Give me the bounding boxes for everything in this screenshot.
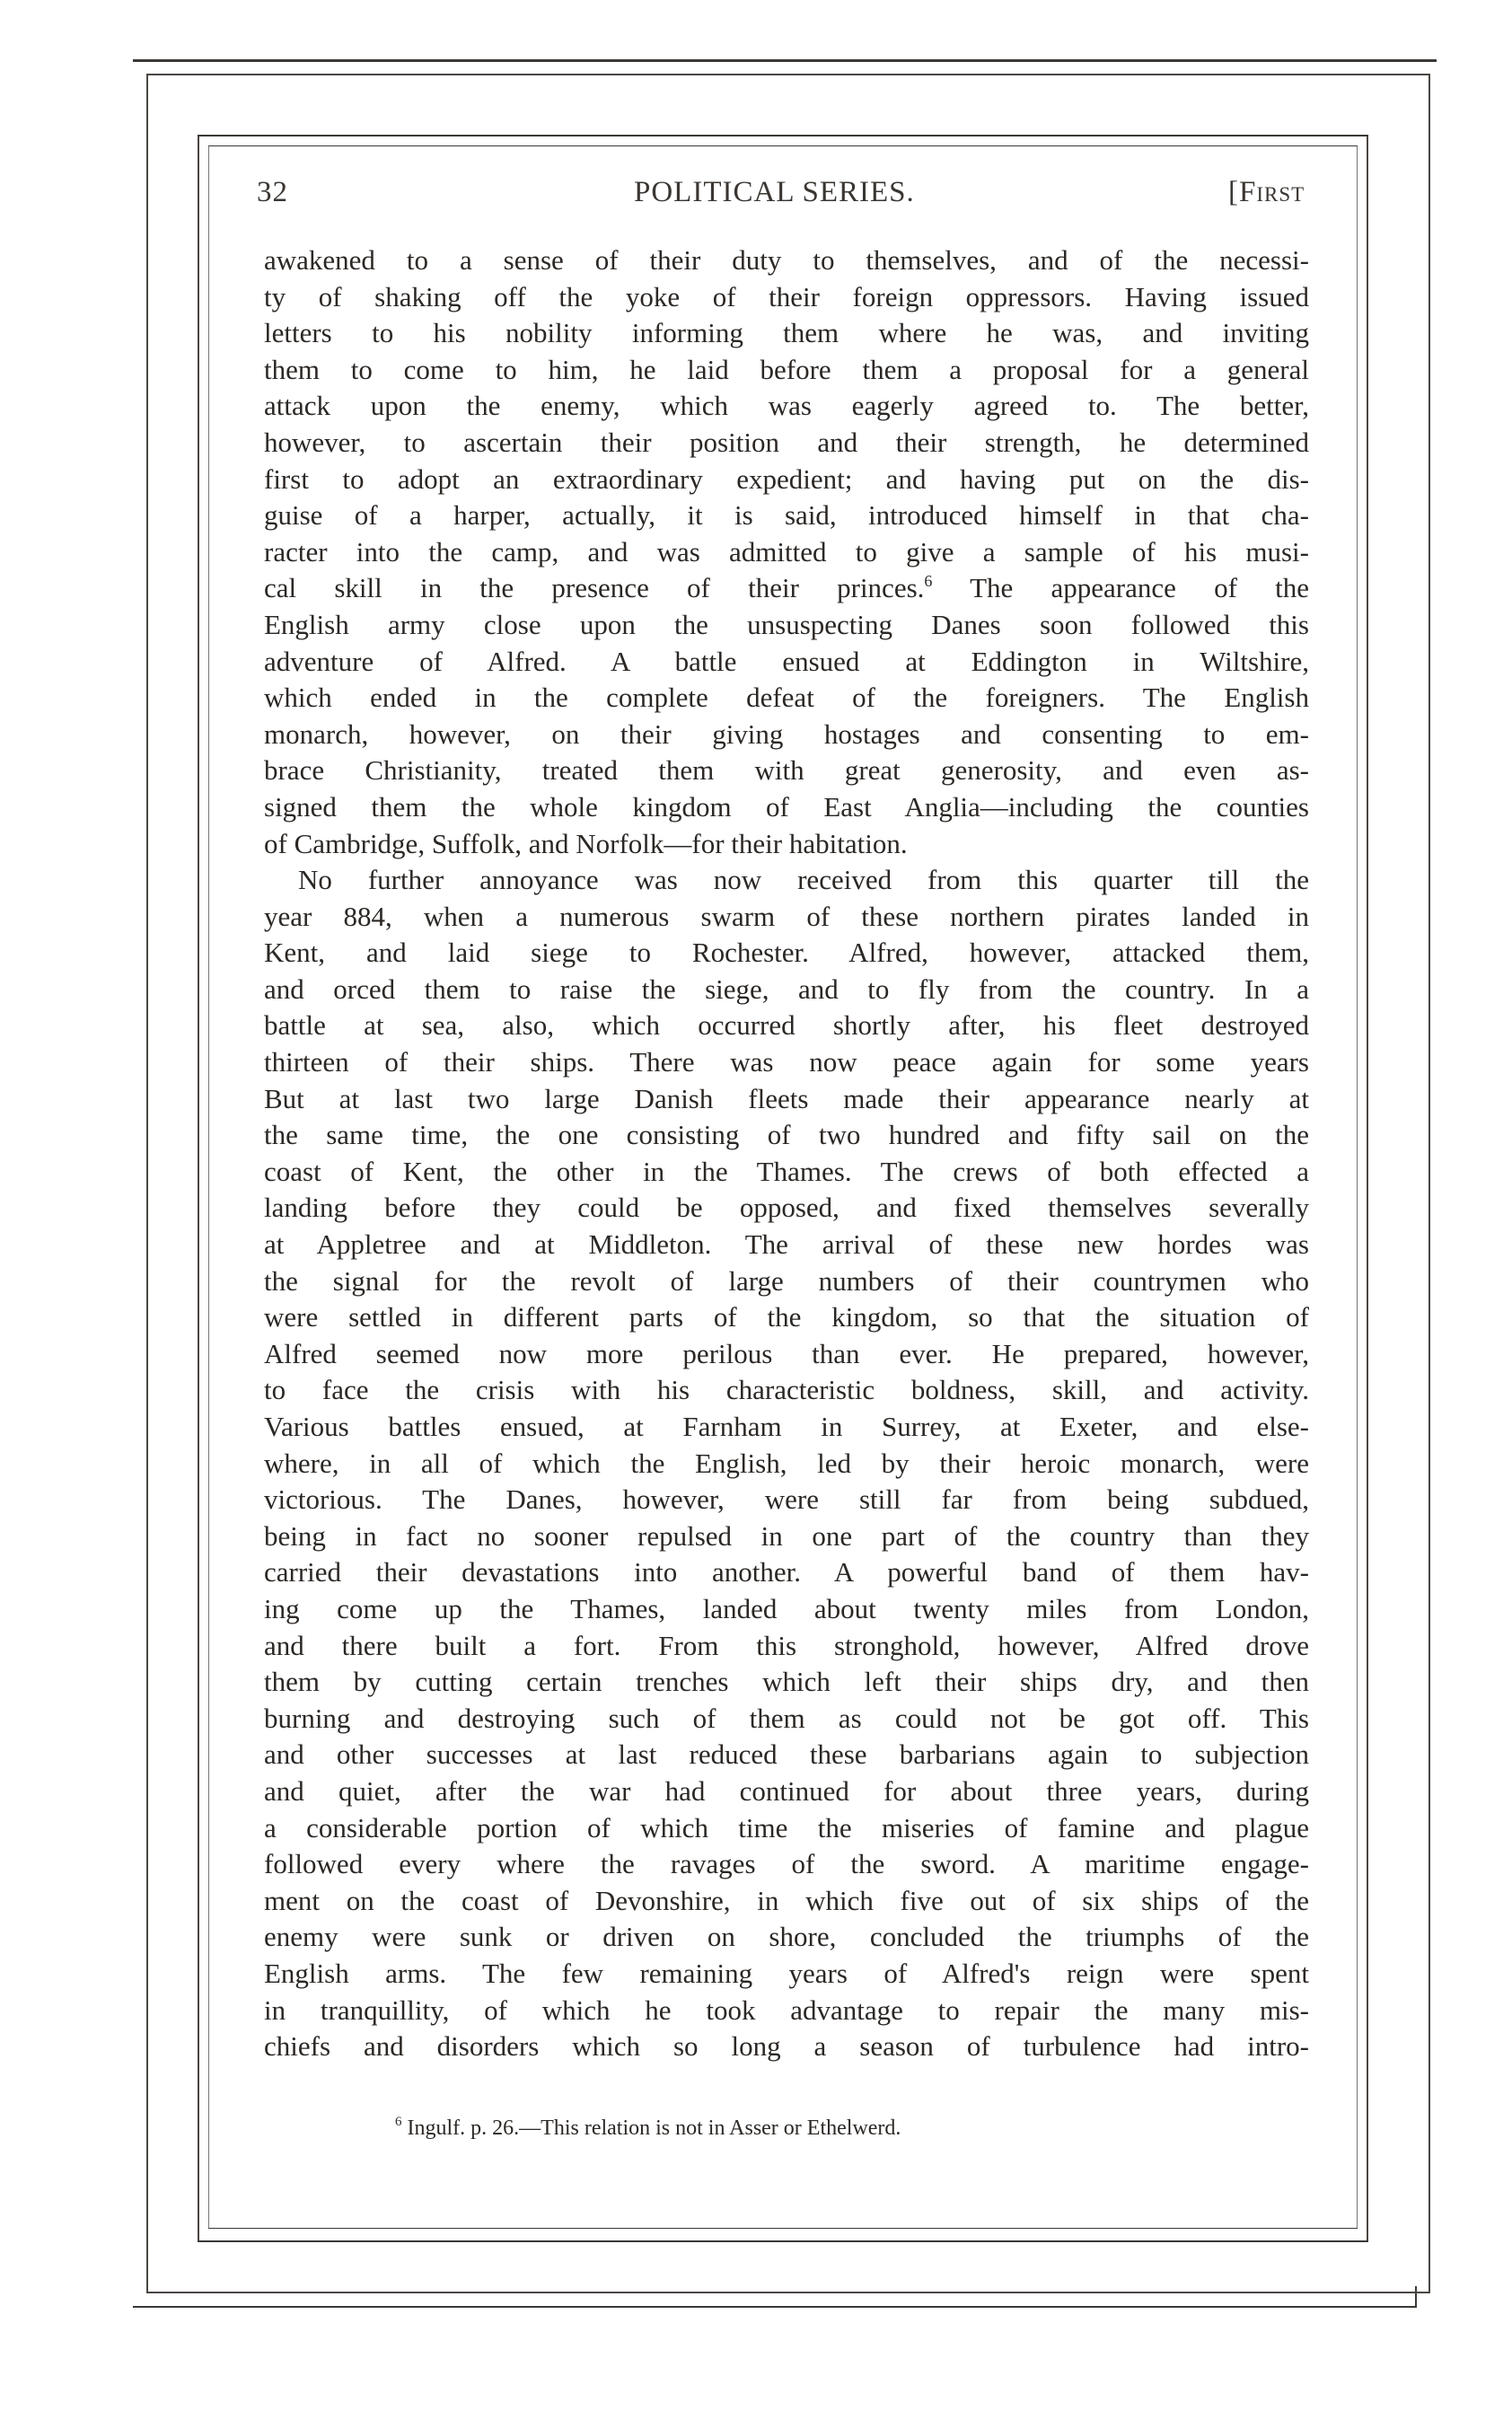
text-line: and quiet, after the war had continued for about three years, during xyxy=(264,1774,1309,1807)
text-line: adventure of Alfred. A battle ensued at Eddington in Wiltshire, xyxy=(264,645,1309,677)
text-line: letters to his nobility informing them where he was, and inviting xyxy=(264,317,1309,349)
text-line: the signal for the revolt of large numbers of their countrymen who xyxy=(264,1264,1309,1297)
inner-bottom-rule xyxy=(198,2240,1368,2242)
text-line: thirteen of their ships. There was now peace again for some years xyxy=(264,1046,1309,1078)
section-mark: [First xyxy=(1228,176,1305,208)
text-line: ing come up the Thames, landed about twenty miles from London, xyxy=(264,1592,1309,1624)
text-line: carried their devastations into another. A powerful band of them hav- xyxy=(264,1556,1309,1588)
footnote-marker: 6 xyxy=(395,2115,402,2129)
text-line: chiefs and disorders which so long a season of turbulence had intro- xyxy=(264,2030,1309,2063)
page-number: 32 xyxy=(257,176,288,208)
text-line: coast of Kent, the other in the Thames. The crews of both effected a xyxy=(264,1155,1309,1187)
text-line: followed every where the ravages of the sword. A maritime engage- xyxy=(264,1848,1309,1880)
footnote-reference: 6 xyxy=(924,572,933,591)
text-line-with-footnote xyxy=(264,570,1309,607)
text-line: victorious. The Danes, however, were still far from being subdued, xyxy=(264,1483,1309,1516)
footnote-text: Ingulf. p. 26.—This relation is not in Asser or Ethelwerd. xyxy=(407,2116,901,2140)
text-line: ty of shaking off the yoke of their foreign oppressors. Having issued xyxy=(264,280,1309,312)
text-line: first to adopt an extraordinary expedient; and having put on the dis- xyxy=(264,462,1309,495)
text-line: which ended in the complete defeat of the foreigners. The English xyxy=(264,682,1309,714)
text-line: at Appletree and at Middleton. The arrival of these new hordes was xyxy=(264,1228,1309,1261)
inner-top-rule xyxy=(198,135,1368,136)
text-line: of Cambridge, Suffolk, and Norfolk—for their habitation. xyxy=(264,827,908,859)
text-line: monarch, however, on their giving hostages and consenting to em- xyxy=(264,717,1309,750)
text-line: No further annoyance was now received from this quarter till the xyxy=(298,864,1309,896)
text-line: where, in all of which the English, led by their heroic monarch, were xyxy=(264,1447,1309,1479)
text-line: were settled in different parts of the kingdom, so that the situation of xyxy=(264,1301,1309,1333)
text-line: English arms. The few remaining years of Alfred's reign were spent xyxy=(264,1957,1309,1989)
text-line: and other successes at last reduced these barbarians again to subjection xyxy=(264,1738,1309,1771)
page-header xyxy=(257,176,1358,221)
text-line: cal skill in the presence of their princes. xyxy=(264,572,925,604)
text-line: awakened to a sense of their duty to themselves, and of the necessi- xyxy=(264,244,1309,276)
text-line: racter into the camp, and was admitted to give a sample of his musi- xyxy=(264,535,1309,568)
text-line: being in fact no sooner repulsed in one part of the country than they xyxy=(264,1519,1309,1552)
running-head: POLITICAL SERIES. xyxy=(634,176,915,208)
text-line: a considerable portion of which time the miseries of famine and plague xyxy=(264,1811,1309,1844)
text-line: year 884, when a numerous swarm of these northern pirates landed in xyxy=(264,900,1309,932)
text-line: and there built a fort. From this stronghold, however, Alfred drove xyxy=(264,1629,1309,1661)
bottom-rule xyxy=(133,2306,1417,2308)
text-line: in tranquillity, of which he took advantage to repair the many mis- xyxy=(264,1993,1309,2026)
text-line: signed them the whole kingdom of East Anglia—including the counties xyxy=(264,790,1309,823)
text-line: and orced them to raise the siege, and to fly from the country. In a xyxy=(264,972,1309,1005)
text-line: Alfred seemed now more perilous than ever. He prepared, however, xyxy=(264,1337,1309,1369)
text-line-tail: The appearance of the xyxy=(932,572,1310,604)
text-line: landing before they could be opposed, and fixed themselves severally xyxy=(264,1192,1309,1224)
inner-top-rule-thin xyxy=(208,145,1358,146)
text-line: brace Christianity, treated them with great generosity, and even as- xyxy=(264,754,1309,787)
text-line: attack upon the enemy, which was eagerly agreed to. The better, xyxy=(264,390,1309,422)
footnote xyxy=(395,2116,1203,2141)
text-line: the same time, the one consisting of two hundred and fifty sail on the xyxy=(264,1119,1309,1151)
body-text xyxy=(264,242,1309,2065)
text-line: English army close upon the unsuspecting Danes soon followed this xyxy=(264,608,1309,640)
text-line: ment on the coast of Devonshire, in which five out of six ships of the xyxy=(264,1884,1309,1916)
text-line: enemy were sunk or driven on shore, concluded the triumphs of the xyxy=(264,1921,1309,1953)
top-rule xyxy=(133,59,1437,62)
text-line: Kent, and laid siege to Rochester. Alfred, however, attacked them, xyxy=(264,937,1309,969)
text-line: burning and destroying such of them as could not be got off. This xyxy=(264,1702,1309,1734)
text-line: however, to ascertain their position and their strength, he determined xyxy=(264,426,1309,458)
text-line: them to come to him, he laid before them a proposal for a general xyxy=(264,353,1309,385)
inner-bottom-rule-thin xyxy=(208,2228,1358,2229)
text-line: Various battles ensued, at Farnham in Surrey, at Exeter, and else- xyxy=(264,1411,1309,1442)
text-line: But at last two large Danish fleets made their appearance nearly at xyxy=(264,1082,1309,1114)
text-line: them by cutting certain trenches which left their ships dry, and then xyxy=(264,1666,1309,1698)
text-line: guise of a harper, actually, it is said, introduced himself in that cha- xyxy=(264,499,1309,532)
text-line: battle at sea, also, which occurred shortly after, his fleet destroyed xyxy=(264,1009,1309,1042)
text-line: to face the crisis with his characteristic boldness, skill, and activity. xyxy=(264,1374,1309,1406)
